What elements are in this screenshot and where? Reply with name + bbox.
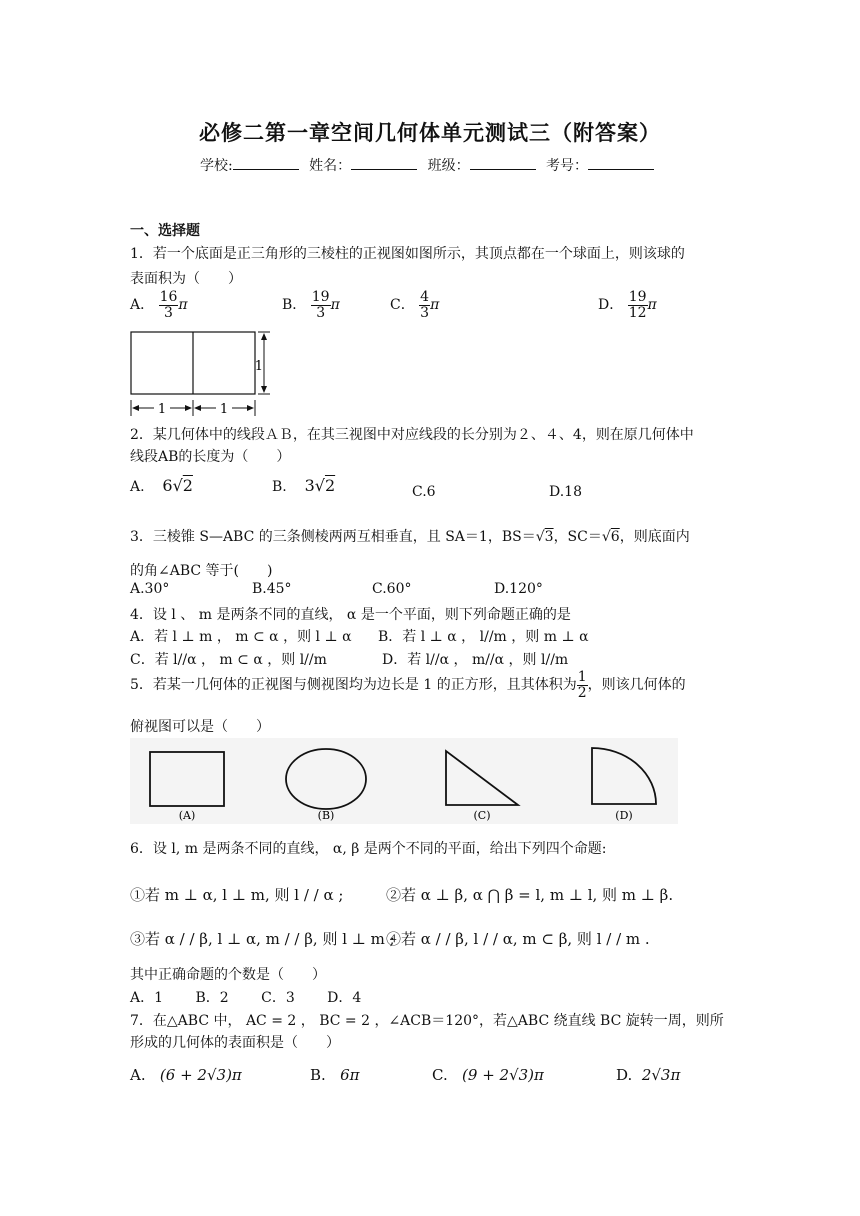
q6-prop-4: ④若 α / / β, l / / α, m ⊂ β, 则 l / / m . bbox=[386, 930, 650, 948]
width-label-1: 1 bbox=[157, 402, 167, 417]
q5-line2: 俯视图可以是（ ） bbox=[130, 719, 270, 735]
q4-option-d: D．若 l//α ， m//α ，则 l//m bbox=[382, 652, 569, 668]
q1-front-view-figure bbox=[124, 326, 280, 420]
label-d: (D) bbox=[615, 809, 633, 822]
q1-option-d: D． $\frac{19}{12}$ π bbox=[598, 289, 657, 321]
page-title: 必修二第一章空间几何体单元测试三（附答案） bbox=[199, 121, 661, 145]
class-label: 班级： bbox=[427, 158, 470, 174]
q7-option-b: B. 6π bbox=[310, 1066, 360, 1084]
q6-line1: 6．设 l, m 是两条不同的直线， α, β 是两个不同的平面，给出下列四个命题: bbox=[130, 841, 607, 857]
q4-option-c: C．若 l//α ， m ⊂ α ，则 l//m bbox=[130, 652, 327, 668]
q3-option-b: B.45° bbox=[252, 581, 292, 597]
fraction: $\frac{16}{3}$ bbox=[159, 289, 178, 321]
fraction: $\frac{19}{12}$ bbox=[628, 289, 647, 321]
height-label: 1 bbox=[254, 359, 263, 374]
name-label: 姓名： bbox=[309, 158, 352, 174]
q6-options: A．1 B．2 C．3 D．4 bbox=[130, 990, 362, 1006]
width-label-2: 1 bbox=[219, 402, 229, 417]
q7-line2: 形成的几何体的表面积是（ ） bbox=[130, 1035, 340, 1051]
student-info-line bbox=[0, 155, 860, 175]
q7-line1: 7．在△ABC 中， AC = 2 ， BC = 2 ，∠ACB＝120°，若△ABC 绕直线 BC 旋转一周，则所 bbox=[130, 1013, 724, 1029]
school-blank[interactable] bbox=[233, 156, 299, 170]
q1-line2: 表面积为（ ） bbox=[130, 271, 242, 287]
q1-option-b: B． $\frac{19}{3}$ π bbox=[282, 289, 340, 321]
school-label: 学校: bbox=[199, 158, 233, 174]
label-b: (B) bbox=[317, 809, 335, 822]
q5-line1: 5．若某一几何体的正视图与侧视图均为边长是 1 的正方形，且其体积为 $\frac{1}{2}$ ，则该几何体的 bbox=[130, 669, 686, 701]
label-a: (A) bbox=[178, 809, 196, 822]
number-blank[interactable] bbox=[588, 156, 654, 170]
q6-prop-3: ③若 α / / β, l ⊥ α, m / / β, 则 l ⊥ m ; bbox=[130, 930, 395, 948]
q6-prop-2: ②若 α ⊥ β, α ⋂ β = l, m ⊥ l, 则 m ⊥ β. bbox=[386, 886, 674, 904]
fraction: $\frac{1}{2}$ bbox=[577, 669, 587, 701]
class-blank[interactable] bbox=[470, 156, 536, 170]
q2-option-b: B. 3√2 bbox=[272, 476, 336, 495]
fraction: $\frac{19}{3}$ bbox=[311, 289, 330, 321]
q1-line1: 1．若一个底面是正三角形的三棱柱的正视图如图所示，其顶点都在一个球面上，则该球的 bbox=[130, 246, 685, 262]
q6-prop-1: ①若 m ⊥ α, l ⊥ m, 则 l / / α ; bbox=[130, 886, 344, 904]
q7-option-a: A. (6 + 2√3)π bbox=[130, 1066, 242, 1084]
q3-option-a: A.30° bbox=[130, 581, 170, 597]
q2-line1: 2．某几何体中的线段ＡＢ，在其三视图中对应线段的长分别为２、４、4，则在原几何体中 bbox=[130, 427, 694, 443]
section-heading: 一、选择题 bbox=[130, 223, 200, 239]
q1-option-a: A． $\frac{16}{3}$ π bbox=[130, 289, 188, 321]
q2-option-a: A. 6√2 bbox=[130, 476, 193, 495]
q2-line2: 线段AB的长度为（ ） bbox=[130, 449, 291, 465]
q3-line1: 3．三棱锥 S—ABC 的三条侧棱两两互相垂直，且 SA＝1，BS＝√3，SC＝√6，则底面内 bbox=[130, 529, 690, 545]
q4-option-a: A．若 l ⊥ m ， m ⊂ α ，则 l ⊥ α bbox=[130, 629, 352, 645]
label-c: (C) bbox=[473, 809, 491, 822]
q1-option-c: C． $\frac{4}{3}$ π bbox=[390, 289, 440, 321]
q7-option-c: C. (9 + 2√3)π bbox=[432, 1066, 544, 1084]
q4-option-b: B．若 l ⊥ α ， l//m ，则 m ⊥ α bbox=[378, 629, 589, 645]
q3-option-c: C.60° bbox=[372, 581, 412, 597]
q2-option-c: C.6 bbox=[412, 484, 436, 500]
q3-option-d: D.120° bbox=[494, 581, 543, 597]
q5-top-view-options-figure bbox=[130, 738, 678, 824]
q2-option-d: D.18 bbox=[549, 484, 582, 500]
q6-question: 其中正确命题的个数是（ ） bbox=[130, 967, 326, 983]
name-blank[interactable] bbox=[351, 156, 417, 170]
fraction: $\frac{4}{3}$ bbox=[420, 289, 430, 321]
q3-line2: 的角∠ABC 等于( ) bbox=[130, 563, 273, 579]
q7-option-d: D. 2√3π bbox=[616, 1066, 681, 1084]
number-label: 考号： bbox=[546, 158, 589, 174]
q4-line1: 4．设 l 、 m 是两条不同的直线， α 是一个平面，则下列命题正确的是 bbox=[130, 607, 571, 623]
